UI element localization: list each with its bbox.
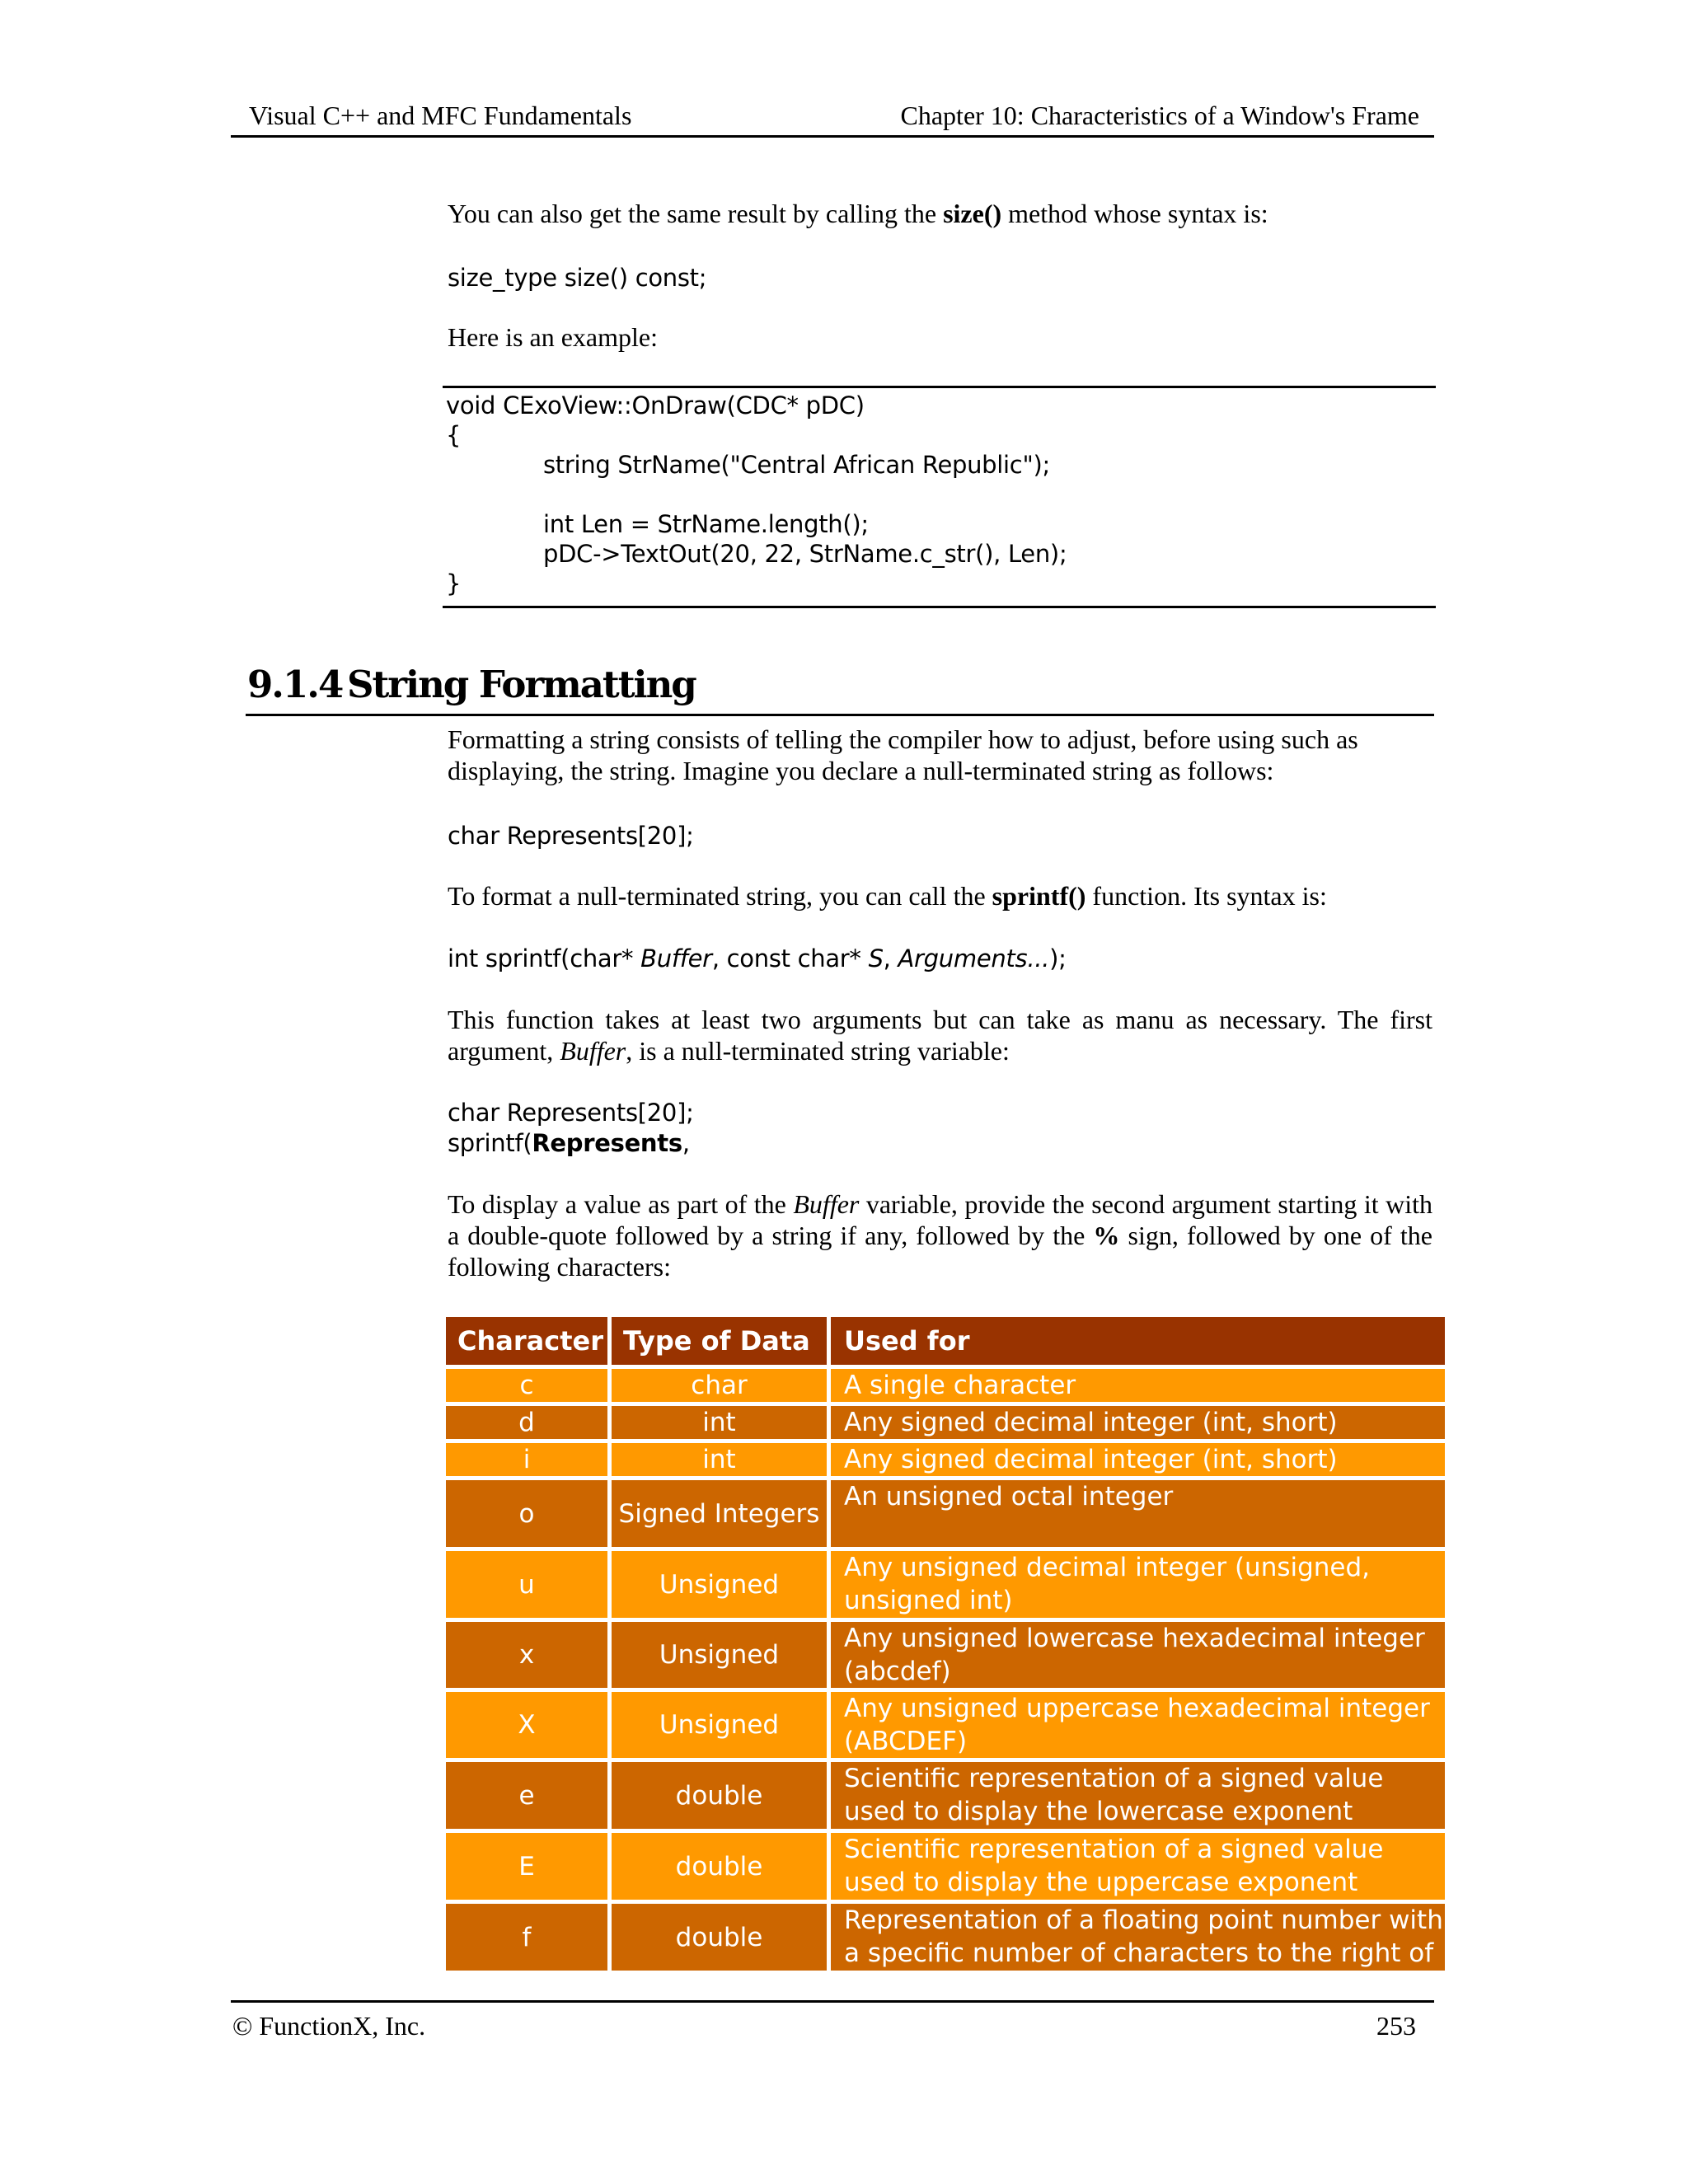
cell-used-for: Representation of a floating point number with a specific number of characters to the right of bbox=[831, 1904, 1445, 1971]
table-row bbox=[446, 1692, 1445, 1758]
cell-type-of-data: Signed Integers bbox=[612, 1480, 827, 1547]
paragraph-sprintf-arguments: This function takes at least two arguments but can take as manu as necessary. The first argument, Buffer, is a null-terminated string variable: bbox=[448, 1005, 1432, 1066]
cell-character: e bbox=[446, 1762, 607, 1829]
cell-used-for: Any signed decimal integer (int, short) bbox=[831, 1443, 1445, 1476]
page-header bbox=[231, 97, 1434, 138]
table-row bbox=[446, 1406, 1445, 1439]
code-line: pDC->TextOut(20, 22, StrName.c_str(), Len); bbox=[543, 540, 1067, 568]
cell-type-of-data: int bbox=[612, 1443, 827, 1476]
table-row bbox=[446, 1480, 1445, 1547]
cell-used-for: Scientific representation of a signed value used to display the lowercase exponent bbox=[831, 1762, 1445, 1829]
header-chapter-title: Chapter 10: Characteristics of a Window's Frame bbox=[900, 101, 1419, 130]
code-line: char Represents[20]; bbox=[448, 1099, 694, 1127]
code-line: void CExoView::OnDraw(CDC* pDC) bbox=[446, 391, 865, 419]
cell-character: E bbox=[446, 1833, 607, 1900]
cell-used-for: Any unsigned decimal integer (unsigned, unsigned int) bbox=[831, 1551, 1445, 1618]
code-declaration: char Represents[20]; bbox=[448, 822, 694, 850]
cell-used-for: An unsigned octal integer bbox=[831, 1480, 1445, 1547]
inline-code-sprintf: sprintf() bbox=[992, 881, 1086, 911]
inline-code-size: size() bbox=[943, 199, 1002, 228]
table-row bbox=[446, 1551, 1445, 1618]
cell-character: f bbox=[446, 1904, 607, 1971]
cell-type-of-data: double bbox=[612, 1762, 827, 1829]
section-heading bbox=[246, 659, 1434, 716]
code-line: } bbox=[446, 569, 462, 598]
cell-type-of-data: int bbox=[612, 1406, 827, 1439]
cell-used-for: Any unsigned uppercase hexadecimal integer (ABCDEF) bbox=[831, 1692, 1445, 1758]
code-sprintf-call bbox=[448, 1098, 1432, 1159]
cell-character: i bbox=[446, 1443, 607, 1476]
table-row bbox=[446, 1762, 1445, 1829]
code-example-block bbox=[443, 386, 1436, 608]
cell-used-for: A single character bbox=[831, 1369, 1445, 1402]
cell-type-of-data: Unsigned bbox=[612, 1551, 827, 1618]
table-header-row bbox=[446, 1317, 1445, 1365]
syntax-size: size_type size() const; bbox=[448, 264, 707, 292]
code-line: string StrName("Central African Republic"); bbox=[543, 451, 1050, 479]
header-character: Character bbox=[446, 1317, 607, 1365]
table-row bbox=[446, 1443, 1445, 1476]
cell-character: d bbox=[446, 1406, 607, 1439]
table-row bbox=[446, 1833, 1445, 1900]
cell-used-for: Scientific representation of a signed value used to display the uppercase exponent bbox=[831, 1833, 1445, 1900]
page-number: 253 bbox=[1376, 2011, 1416, 2041]
paragraph-example-intro: Here is an example: bbox=[448, 322, 658, 352]
cell-type-of-data: double bbox=[612, 1904, 827, 1971]
cell-used-for: Any signed decimal integer (int, short) bbox=[831, 1406, 1445, 1439]
cell-character: u bbox=[446, 1551, 607, 1618]
code-line: sprintf(Represents, bbox=[448, 1129, 690, 1157]
paragraph-size-method: You can also get the same result by calling the size() method whose syntax is: bbox=[448, 199, 1268, 228]
section-title: String Formatting bbox=[347, 663, 696, 706]
footer-copyright: © FunctionX, Inc. bbox=[232, 2011, 426, 2041]
section-number: 9.1.4 bbox=[247, 663, 343, 706]
header-used-for: Used for bbox=[831, 1317, 1445, 1365]
paragraph-formatting-intro: Formatting a string consists of telling the compiler how to adjust, before using such as displaying, the string. Imagine you declare a null-terminated string as follows: bbox=[448, 724, 1358, 785]
page-footer bbox=[231, 2000, 1434, 2041]
table-row bbox=[446, 1622, 1445, 1688]
table-row bbox=[446, 1904, 1445, 1971]
cell-character: c bbox=[446, 1369, 607, 1402]
header-book-title: Visual C++ and MFC Fundamentals bbox=[249, 101, 632, 130]
code-line: { bbox=[446, 421, 462, 449]
paragraph-format-characters: To display a value as part of the Buffer variable, provide the second argument starting it with a double-quote followed by a string if any, followed by the % sign, followed by one of the following characters: bbox=[448, 1189, 1433, 1282]
cell-type-of-data: Unsigned bbox=[612, 1622, 827, 1688]
cell-character: o bbox=[446, 1480, 607, 1547]
syntax-sprintf: int sprintf(char* Buffer, const char* S, Arguments...); bbox=[448, 944, 1067, 972]
paragraph-sprintf-intro: To format a null-terminated string, you can call the sprintf() function. Its syntax is: bbox=[448, 881, 1327, 911]
cell-character: X bbox=[446, 1692, 607, 1758]
cell-type-of-data: double bbox=[612, 1833, 827, 1900]
cell-character: x bbox=[446, 1622, 607, 1688]
table-row bbox=[446, 1369, 1445, 1402]
cell-used-for: Any unsigned lowercase hexadecimal integer (abcdef) bbox=[831, 1622, 1445, 1688]
cell-type-of-data: Unsigned bbox=[612, 1692, 827, 1758]
code-line: int Len = StrName.length(); bbox=[543, 510, 869, 538]
header-type-of-data: Type of Data bbox=[612, 1317, 827, 1365]
cell-type-of-data: char bbox=[612, 1369, 827, 1402]
